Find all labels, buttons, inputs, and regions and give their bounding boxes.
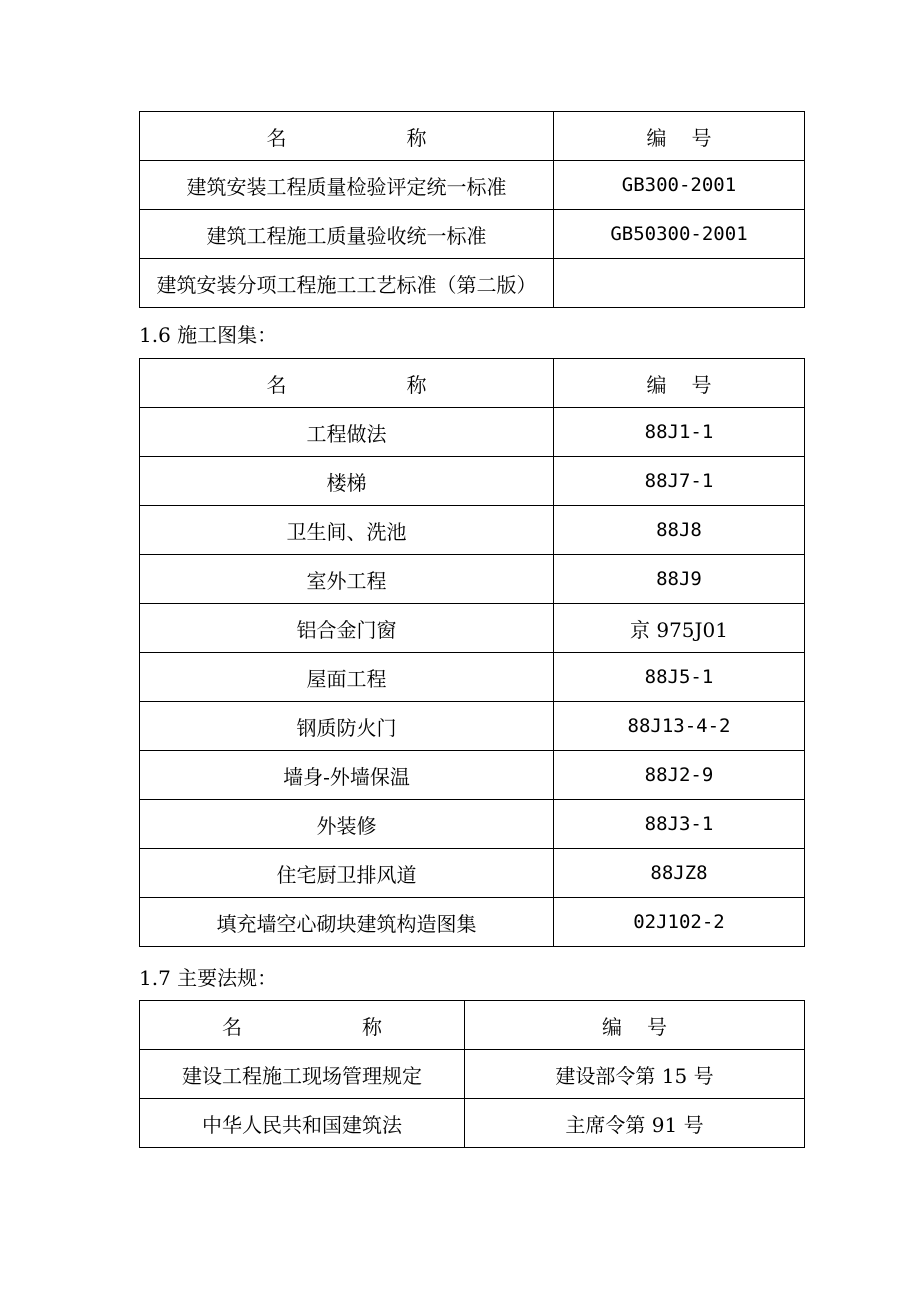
atlas-code: 88J8 [554, 506, 805, 555]
header-name-char-1: 名 [266, 372, 287, 397]
header-code-char-1: 编 [646, 125, 667, 150]
atlas-code: 88J13-4-2 [554, 702, 805, 751]
atlas-name: 填充墙空心砌块建筑构造图集 [140, 898, 554, 947]
regulations-table [139, 1000, 805, 1148]
atlas-name: 铝合金门窗 [140, 604, 554, 653]
header-code-char-2: 号 [691, 125, 712, 150]
regulation-name: 中华人民共和国建筑法 [140, 1099, 465, 1148]
header-name [140, 112, 554, 161]
table-row [140, 1050, 805, 1099]
header-code-char-2: 号 [691, 372, 712, 397]
header-name-char-2: 称 [406, 125, 427, 150]
table-row [140, 259, 805, 308]
standards-table [139, 111, 805, 308]
atlas-name: 楼梯 [140, 457, 554, 506]
table-header-row [140, 112, 805, 161]
table-row [140, 1099, 805, 1148]
section-title-1-6: 1.6 施工图集： [139, 323, 278, 347]
header-name [140, 359, 554, 408]
table-header-row [140, 359, 805, 408]
atlas-name: 住宅厨卫排风道 [140, 849, 554, 898]
table-row [140, 408, 805, 457]
atlas-code: 88J9 [554, 555, 805, 604]
header-code [554, 359, 805, 408]
regulation-code: 建设部令第 15 号 [465, 1050, 805, 1099]
standard-code [554, 259, 805, 308]
header-code-char-2: 号 [647, 1014, 667, 1039]
section-title-1-7: 1.7 主要法规： [139, 966, 278, 990]
atlas-table-block [139, 358, 804, 947]
table-row [140, 800, 805, 849]
header-code [554, 112, 805, 161]
standard-name: 建筑安装工程质量检验评定统一标准 [140, 161, 554, 210]
table-row [140, 506, 805, 555]
table-header-row [140, 1001, 805, 1050]
table-row [140, 653, 805, 702]
atlas-name: 卫生间、洗池 [140, 506, 554, 555]
header-code-char-1: 编 [602, 1014, 622, 1039]
table-row [140, 555, 805, 604]
table-row [140, 751, 805, 800]
atlas-name: 墙身-外墙保温 [140, 751, 554, 800]
header-name-char-1: 名 [222, 1014, 242, 1039]
header-name-char-1: 名 [266, 125, 287, 150]
atlas-code: 88J7-1 [554, 457, 805, 506]
header-code-char-1: 编 [646, 372, 667, 397]
table-row [140, 457, 805, 506]
atlas-table [139, 358, 805, 947]
atlas-code: 88J2-9 [554, 751, 805, 800]
table-row [140, 898, 805, 947]
atlas-name: 工程做法 [140, 408, 554, 457]
atlas-code: 88J5-1 [554, 653, 805, 702]
header-code [465, 1001, 805, 1050]
table-row [140, 849, 805, 898]
table-row [140, 210, 805, 259]
header-name-char-2: 称 [406, 372, 427, 397]
atlas-code: 02J102-2 [554, 898, 805, 947]
standards-table-block [139, 111, 804, 308]
table-row [140, 604, 805, 653]
atlas-code: 88J1-1 [554, 408, 805, 457]
atlas-name: 钢质防火门 [140, 702, 554, 751]
atlas-name: 外装修 [140, 800, 554, 849]
regulations-table-block [139, 1000, 804, 1148]
standard-name: 建筑工程施工质量验收统一标准 [140, 210, 554, 259]
standard-code: GB50300-2001 [554, 210, 805, 259]
atlas-name: 屋面工程 [140, 653, 554, 702]
atlas-name: 室外工程 [140, 555, 554, 604]
header-name [140, 1001, 465, 1050]
header-name-char-2: 称 [362, 1014, 382, 1039]
atlas-code: 京 975J01 [554, 604, 805, 653]
table-row [140, 161, 805, 210]
atlas-code: 88J3-1 [554, 800, 805, 849]
standard-code: GB300-2001 [554, 161, 805, 210]
regulation-code: 主席令第 91 号 [465, 1099, 805, 1148]
regulation-name: 建设工程施工现场管理规定 [140, 1050, 465, 1099]
standard-name: 建筑安装分项工程施工工艺标准（第二版） [140, 259, 554, 308]
atlas-code: 88JZ8 [554, 849, 805, 898]
table-row [140, 702, 805, 751]
